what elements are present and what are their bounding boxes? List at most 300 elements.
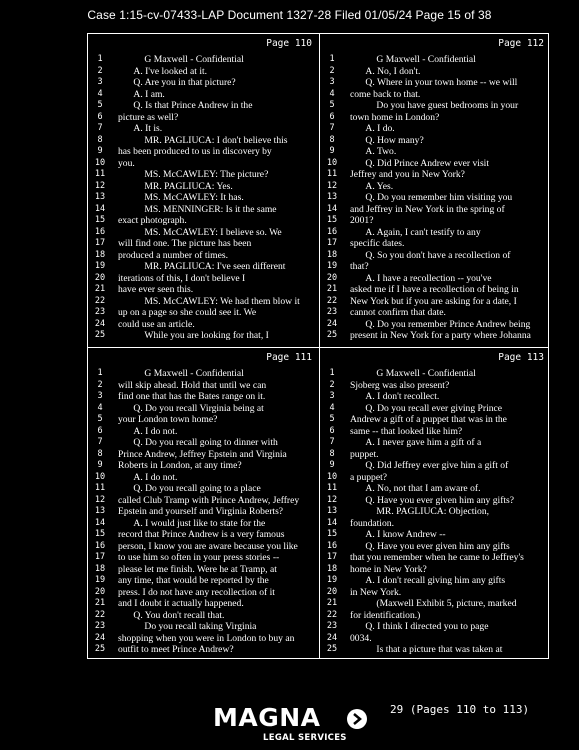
line-text: MR. PAGLIUCA: I've seen different (144, 261, 286, 272)
line-text: Epstein and yourself and Virginia Roberts? (118, 506, 284, 517)
transcript-line (320, 380, 550, 392)
line-number: 23 (326, 621, 338, 631)
line-text: your London town home? (118, 414, 218, 425)
line-text: Do you recall taking Virginia (144, 621, 257, 632)
transcript-line (320, 123, 550, 135)
transcript-line (320, 506, 550, 518)
transcript-line (320, 307, 550, 319)
transcript-line (88, 296, 318, 308)
line-text: asked me if I have a recollection of being in (350, 284, 519, 295)
transcript-line (320, 100, 550, 112)
transcript-line (88, 100, 318, 112)
transcript-lines (320, 368, 550, 656)
line-number: 10 (326, 471, 338, 482)
line-number: 2 (97, 379, 103, 390)
line-number: 1 (97, 54, 103, 64)
line-number: 11 (326, 483, 338, 493)
transcript-line (88, 307, 318, 319)
line-text: G Maxwell - Confidential (144, 368, 244, 379)
line-text: will skip ahead. Hold that until we can (118, 379, 267, 391)
transcript-line (88, 146, 318, 158)
transcript-line (320, 529, 550, 541)
transcript-line (88, 158, 318, 170)
line-number: 25 (94, 330, 106, 340)
line-text: same -- that looked like him? (350, 425, 463, 437)
line-number: 18 (326, 563, 338, 574)
line-number: 19 (94, 575, 106, 585)
transcript-line (320, 518, 550, 530)
transcript-line (88, 449, 318, 461)
transcript-line (88, 518, 318, 530)
transcript-line (320, 66, 550, 78)
line-text: Q. Where in your town home -- we will (365, 77, 518, 88)
line-text: shopping when you were in London to buy an (118, 632, 295, 644)
line-number: 21 (94, 598, 106, 608)
line-number: 3 (329, 77, 335, 87)
line-number: 6 (329, 111, 335, 122)
quadrant-page-110 (88, 34, 318, 346)
transcript-line (320, 215, 550, 227)
transcript-line (88, 169, 318, 181)
transcript-line (88, 552, 318, 564)
line-text: A. I have a recollection -- you've (365, 272, 492, 284)
line-number: 2 (97, 65, 103, 76)
line-text: exact photograph. (118, 215, 187, 226)
line-text: Q. Do you remember him visiting you (365, 192, 513, 203)
line-number: 10 (94, 157, 106, 168)
line-text: cannot confirm that date. (350, 307, 446, 318)
line-text: Andrew a gift of a puppet that was in the (350, 414, 507, 425)
line-number: 10 (94, 471, 106, 482)
line-text: find one that has the Bates range on it. (118, 391, 266, 402)
line-text: A. I never gave him a gift of a (365, 437, 482, 448)
line-text: Q. Is that Prince Andrew in the (133, 100, 253, 111)
transcript-line (88, 54, 318, 66)
line-number: 14 (94, 517, 106, 528)
line-text: New York but if you are asking for a date, I (350, 295, 517, 307)
line-number: 8 (97, 134, 103, 145)
page-label: Page 113 (498, 352, 544, 363)
line-text: A. I am. (133, 88, 165, 100)
transcript-line (320, 169, 550, 181)
transcript-line (320, 483, 550, 495)
transcript-line (320, 449, 550, 461)
transcript-line (88, 89, 318, 101)
line-text: G Maxwell - Confidential (144, 54, 244, 65)
line-text: A. Two. (365, 146, 397, 157)
line-number: 12 (94, 180, 106, 191)
line-number: 16 (326, 540, 338, 551)
transcript-line (320, 403, 550, 415)
line-text: produced a number of times. (118, 249, 229, 261)
page-label: Page 110 (266, 38, 312, 49)
line-number: 18 (94, 563, 106, 574)
line-number: 1 (97, 368, 103, 378)
transcript-line (320, 261, 550, 273)
transcript-line (88, 215, 318, 227)
line-number: 15 (94, 215, 106, 225)
line-number: 12 (326, 180, 338, 191)
line-number: 7 (329, 437, 335, 447)
line-text: foundation. (350, 517, 394, 529)
transcript-line (320, 644, 550, 656)
line-number: 24 (94, 632, 106, 643)
transcript-line (88, 368, 318, 380)
line-text: MR. PAGLIUCA: I don't believe this (144, 134, 288, 146)
line-number: 4 (97, 402, 103, 413)
transcript-line (320, 296, 550, 308)
line-number: 13 (94, 192, 106, 202)
line-text: A. I know Andrew -- (365, 529, 446, 540)
quadrant-page-111 (88, 348, 318, 660)
line-text: you. (118, 157, 135, 169)
line-text: MS. McCAWLEY: It has. (144, 192, 244, 203)
line-text: Q. You don't recall that. (133, 609, 225, 621)
line-text: please let me finish. Were he at Tramp, at (118, 563, 277, 575)
line-text: Q. I think I directed you to page (365, 621, 489, 632)
line-text: will find one. The picture has been (118, 238, 252, 249)
line-number: 21 (326, 284, 338, 294)
line-text: that you remember when he came to Jeffrey's (350, 552, 524, 563)
line-text: A. I do not. (133, 425, 178, 437)
line-text: G Maxwell - Confidential (376, 54, 476, 65)
line-number: 23 (94, 621, 106, 631)
transcript-line (88, 403, 318, 415)
line-number: 8 (329, 448, 335, 459)
transcript-line (88, 284, 318, 296)
transcript-line (320, 587, 550, 599)
line-text: 0034. (350, 632, 372, 644)
line-text: Do you have guest bedrooms in your (376, 100, 519, 111)
transcript-lines (320, 54, 550, 342)
line-number: 15 (326, 215, 338, 225)
transcript-line (88, 380, 318, 392)
line-number: 19 (94, 261, 106, 271)
line-number: 22 (94, 295, 106, 306)
line-number: 13 (326, 506, 338, 516)
line-number: 19 (326, 261, 338, 271)
transcript-lines (88, 54, 318, 342)
line-text: A. I do. (365, 123, 395, 134)
transcript-line (320, 460, 550, 472)
line-number: 20 (326, 272, 338, 283)
line-number: 23 (326, 307, 338, 317)
line-number: 13 (94, 506, 106, 516)
line-number: 7 (97, 437, 103, 447)
line-number: 20 (94, 586, 106, 597)
line-text: have ever seen this. (118, 284, 194, 295)
arrow-circle-icon (346, 708, 368, 730)
transcript-line (320, 495, 550, 507)
transcript-line (88, 437, 318, 449)
line-text: called Club Tramp with Prince Andrew, Jeffrey (118, 494, 300, 506)
transcript-line (320, 204, 550, 216)
logo-text: MAGNA (213, 703, 321, 732)
line-text: specific dates. (350, 238, 405, 249)
line-number: 9 (97, 460, 103, 470)
line-number: 2 (329, 379, 335, 390)
line-number: 5 (97, 414, 103, 424)
line-number: 22 (326, 609, 338, 620)
line-text: MS. MENNINGER: Is it the same (144, 203, 277, 215)
transcript-line (88, 460, 318, 472)
transcript-line (88, 135, 318, 147)
transcript-line (88, 391, 318, 403)
transcript-line (88, 506, 318, 518)
line-number: 18 (326, 249, 338, 260)
transcript-line (320, 319, 550, 331)
line-text: A. I don't recollect. (365, 391, 440, 402)
line-text: Q. Do you recall ever giving Prince (365, 402, 503, 414)
line-number: 9 (329, 460, 335, 470)
line-number: 5 (329, 414, 335, 424)
line-number: 4 (329, 402, 335, 413)
line-text: A. I do not. (133, 471, 178, 483)
line-number: 8 (97, 448, 103, 459)
transcript-line (88, 66, 318, 78)
line-number: 3 (97, 391, 103, 401)
line-number: 20 (94, 272, 106, 283)
transcript-line (88, 238, 318, 250)
line-number: 3 (97, 77, 103, 87)
line-number: 11 (326, 169, 338, 179)
line-text: Q. Have you ever given him any gifts? (365, 494, 515, 506)
line-number: 12 (326, 494, 338, 505)
line-number: 20 (326, 586, 338, 597)
line-text: Roberts in London, at any time? (118, 460, 242, 471)
line-text: G Maxwell - Confidential (376, 368, 476, 379)
line-text: (Maxwell Exhibit 5, picture, marked (376, 598, 517, 609)
line-number: 6 (329, 425, 335, 436)
line-text: Q. Did Jeffrey ever give him a gift of (365, 460, 509, 471)
line-text: MR. PAGLIUCA: Yes. (144, 180, 233, 192)
transcript-line (88, 621, 318, 633)
transcript-line (320, 238, 550, 250)
line-text: outfit to meet Prince Andrew? (118, 644, 234, 655)
transcript-line (88, 112, 318, 124)
transcript-line (88, 204, 318, 216)
transcript-line (88, 227, 318, 239)
line-text: press. I do not have any recollection of it (118, 586, 275, 598)
line-text: A. I've looked at it. (133, 65, 208, 77)
line-text: A. I would just like to state for the (133, 517, 266, 529)
line-number: 7 (97, 123, 103, 133)
line-number: 14 (326, 517, 338, 528)
line-text: MR. PAGLIUCA: Objection, (376, 506, 490, 517)
transcript-line (320, 158, 550, 170)
line-text: picture as well? (118, 111, 179, 123)
line-number: 8 (329, 134, 335, 145)
transcript-line (320, 54, 550, 66)
line-text: present in New York for a party where Johanna (350, 330, 531, 341)
line-number: 15 (326, 529, 338, 539)
transcript-line (88, 330, 318, 342)
transcript-line (88, 123, 318, 135)
line-text: and I doubt it actually happened. (118, 598, 244, 609)
transcript-line (320, 250, 550, 262)
transcript-line (320, 552, 550, 564)
line-number: 14 (326, 203, 338, 214)
transcript-line (320, 112, 550, 124)
transcript-line (320, 414, 550, 426)
line-number: 1 (329, 368, 335, 378)
line-number: 21 (94, 284, 106, 294)
line-text: 2001? (350, 215, 374, 226)
line-number: 22 (326, 295, 338, 306)
transcript-grid (87, 33, 549, 659)
line-text: MS. McCAWLEY: The picture? (144, 169, 269, 180)
transcript-line (320, 621, 550, 633)
transcript-line (320, 368, 550, 380)
transcript-line (320, 146, 550, 158)
line-text: person, I know you are aware because you like (118, 540, 298, 552)
transcript-line (88, 414, 318, 426)
magna-logo (213, 703, 371, 747)
transcript-line (320, 181, 550, 193)
line-number: 1 (329, 54, 335, 64)
line-text: While you are looking for that, I (144, 330, 269, 341)
line-text: town home in London? (350, 111, 440, 123)
line-number: 7 (329, 123, 335, 133)
line-number: 5 (97, 100, 103, 110)
line-number: 6 (97, 425, 103, 436)
line-text: for identification.) (350, 609, 421, 621)
page-label: Page 112 (498, 38, 544, 49)
line-number: 4 (329, 88, 335, 99)
transcript-line (320, 135, 550, 147)
transcript-line (320, 273, 550, 285)
line-text: A. No, not that I am aware of. (365, 483, 481, 494)
transcript-line (320, 575, 550, 587)
line-number: 21 (326, 598, 338, 608)
line-number: 23 (94, 307, 106, 317)
line-text: come back to that. (350, 88, 421, 100)
transcript-line (88, 598, 318, 610)
line-number: 17 (94, 552, 106, 562)
line-number: 25 (94, 644, 106, 654)
transcript-line (320, 437, 550, 449)
line-number: 3 (329, 391, 335, 401)
transcript-line (88, 319, 318, 331)
line-number: 16 (326, 226, 338, 237)
line-text: home in New York? (350, 563, 427, 575)
line-text: any time, that would be reported by the (118, 575, 269, 586)
line-number: 2 (329, 65, 335, 76)
line-number: 22 (94, 609, 106, 620)
line-text: A. It is. (133, 123, 163, 134)
line-text: that? (350, 261, 369, 272)
line-text: Q. Do you recall going to dinner with (133, 437, 278, 448)
case-header: Case 1:15-cv-07433-LAP Document 1327-28 Filed 01/05/24 Page 15 of 38 (87, 8, 492, 22)
line-number: 11 (94, 483, 106, 493)
transcript-line (88, 192, 318, 204)
line-text: MS. McCAWLEY: We had them blow it (144, 295, 300, 307)
line-text: Q. Do you recall Virginia being at (133, 402, 264, 414)
line-text: Q. So you don't have a recollection of (365, 249, 511, 261)
line-number: 12 (94, 494, 106, 505)
line-text: puppet. (350, 448, 379, 460)
transcript-line (88, 575, 318, 587)
transcript-line (88, 261, 318, 273)
line-number: 24 (326, 318, 338, 329)
line-text: A. No, I don't. (365, 65, 421, 77)
transcript-line (88, 472, 318, 484)
transcript-line (320, 598, 550, 610)
line-text: Q. How many? (365, 134, 424, 146)
line-number: 10 (326, 157, 338, 168)
line-number: 11 (94, 169, 106, 179)
transcript-line (88, 426, 318, 438)
transcript-line (88, 644, 318, 656)
transcript-line (320, 330, 550, 342)
line-text: A. Yes. (365, 180, 394, 192)
transcript-line (320, 227, 550, 239)
line-number: 24 (94, 318, 106, 329)
line-text: A. Again, I can't testify to any (365, 226, 481, 238)
line-text: could use an article. (118, 318, 195, 330)
line-text: Q. Do you remember Prince Andrew being (365, 318, 531, 330)
line-number: 9 (97, 146, 103, 156)
line-text: record that Prince Andrew is a very famous (118, 529, 285, 540)
line-text: MS. McCAWLEY: I believe so. We (144, 226, 282, 238)
transcript-line (88, 610, 318, 622)
transcript-line (88, 181, 318, 193)
line-number: 17 (326, 552, 338, 562)
transcript-line (88, 633, 318, 645)
line-number: 25 (326, 644, 338, 654)
line-text: Prince Andrew, Jeffrey Epstein and Virginia (118, 448, 287, 460)
transcript-line (88, 587, 318, 599)
page-range: 29 (Pages 110 to 113) (390, 703, 530, 716)
transcript-lines (88, 368, 318, 656)
transcript-line (88, 495, 318, 507)
line-number: 19 (326, 575, 338, 585)
transcript-line (320, 192, 550, 204)
transcript-line (88, 77, 318, 89)
line-text: and Jeffrey in New York in the spring of (350, 203, 505, 215)
line-text: a puppet? (350, 471, 388, 483)
transcript-line (320, 284, 550, 296)
line-text: has been produced to us in discovery by (118, 146, 272, 157)
line-number: 4 (97, 88, 103, 99)
transcript-line (88, 541, 318, 553)
transcript-line (88, 529, 318, 541)
transcript-line (88, 564, 318, 576)
line-text: in New York. (350, 586, 402, 598)
transcript-line (88, 250, 318, 262)
line-text: to use him so often in your press stories -- (118, 552, 280, 563)
line-text: Q. Did Prince Andrew ever visit (365, 157, 490, 169)
page-label: Page 111 (266, 352, 312, 363)
logo-subtitle: LEGAL SERVICES (263, 733, 347, 743)
transcript-line (320, 77, 550, 89)
transcript-line (320, 541, 550, 553)
line-text: up on a page so she could see it. We (118, 307, 257, 318)
line-text: Q. Have you ever given him any gifts (365, 540, 510, 552)
line-number: 5 (329, 100, 335, 110)
transcript-line (88, 273, 318, 285)
line-number: 15 (94, 529, 106, 539)
transcript-line (320, 610, 550, 622)
transcript-line (320, 426, 550, 438)
transcript-line (88, 483, 318, 495)
line-number: 16 (94, 540, 106, 551)
line-text: Sjoberg was also present? (350, 379, 450, 391)
line-number: 17 (326, 238, 338, 248)
transcript-line (320, 89, 550, 101)
line-text: Jeffrey and you in New York? (350, 169, 465, 180)
transcript-line (320, 633, 550, 645)
